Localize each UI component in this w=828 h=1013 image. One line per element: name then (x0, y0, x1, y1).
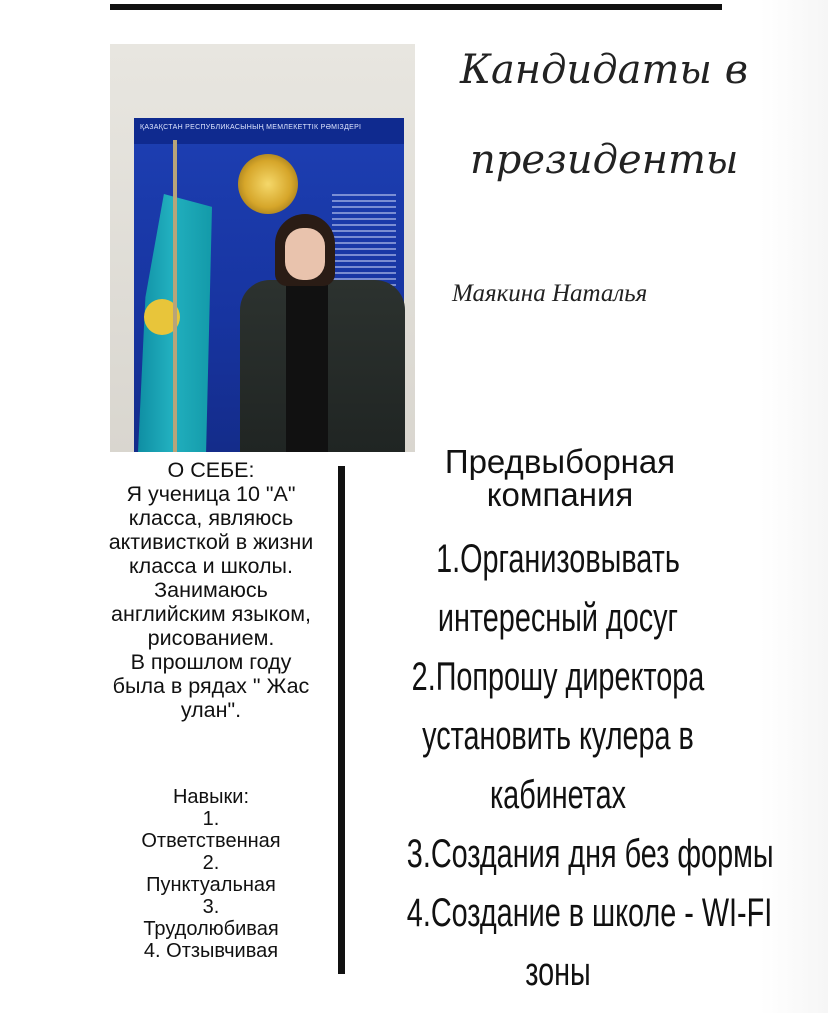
title-line-2: президенты (470, 137, 739, 183)
campaign-plan-item: 3.Создания дня без формы (406, 832, 774, 876)
about-line: класса, являюсь (128, 506, 294, 530)
top-border-line (110, 4, 722, 10)
skill-line: 3. (202, 896, 220, 918)
campaign-plan-item: зоны (525, 950, 591, 994)
skill-line: Пунктуальная (146, 874, 276, 896)
skill-line: Навыки: (172, 786, 250, 808)
column-divider (338, 466, 345, 974)
campaign-plan-item: установить кулера в (422, 714, 694, 758)
skill-line: Ответственная (141, 830, 281, 852)
about-line: была в рядах " Жас (112, 674, 310, 698)
stand-header-text: ҚАЗАҚСТАН РЕСПУБЛИКАСЫНЫҢ МЕМЛЕКЕТТІК РӘМІЗДЕРІ (140, 124, 362, 131)
campaign-plan-item: 2.Попрошу директора (411, 655, 705, 699)
about-line: улан". (180, 698, 242, 722)
about-line: Занимаюсь (154, 578, 268, 602)
skill-line: 4. Отзывчивая (143, 940, 279, 962)
about-line: О СЕБЕ: (167, 458, 255, 482)
about-line: рисованием. (147, 626, 275, 650)
about-line: активисткой в жизни (108, 530, 314, 554)
skills-section (78, 786, 344, 962)
emblem-icon (238, 154, 298, 214)
title-line-1: Кандидаты в (460, 47, 748, 93)
about-line: класса и школы. (129, 554, 293, 578)
about-line: В прошлом году (130, 650, 292, 674)
campaign-plan-item: интересный досуг (437, 596, 679, 640)
campaign-title-line-1: Предвыборная (444, 443, 676, 480)
page-title (450, 25, 750, 225)
about-line: английским языком, (111, 602, 311, 626)
skill-line: 2. (202, 852, 220, 874)
campaign-plan-item: кабинетах (489, 773, 627, 817)
campaign-title-line-2: компания (486, 476, 634, 513)
campaign-plan-list (348, 530, 774, 1002)
about-line: Я ученица 10 "А" (126, 482, 296, 506)
skill-line: 1. (202, 808, 220, 830)
campaign-plan-item: 4.Создание в школе - WI-FI (406, 891, 773, 935)
about-section (78, 458, 344, 722)
candidate-name: Маякина Наталья (452, 280, 648, 307)
candidate-photo (110, 44, 415, 452)
campaign-plan-item: 1.Организовывать (436, 537, 680, 581)
skill-line: Трудолюбивая (143, 918, 279, 940)
campaign-title (360, 445, 760, 511)
